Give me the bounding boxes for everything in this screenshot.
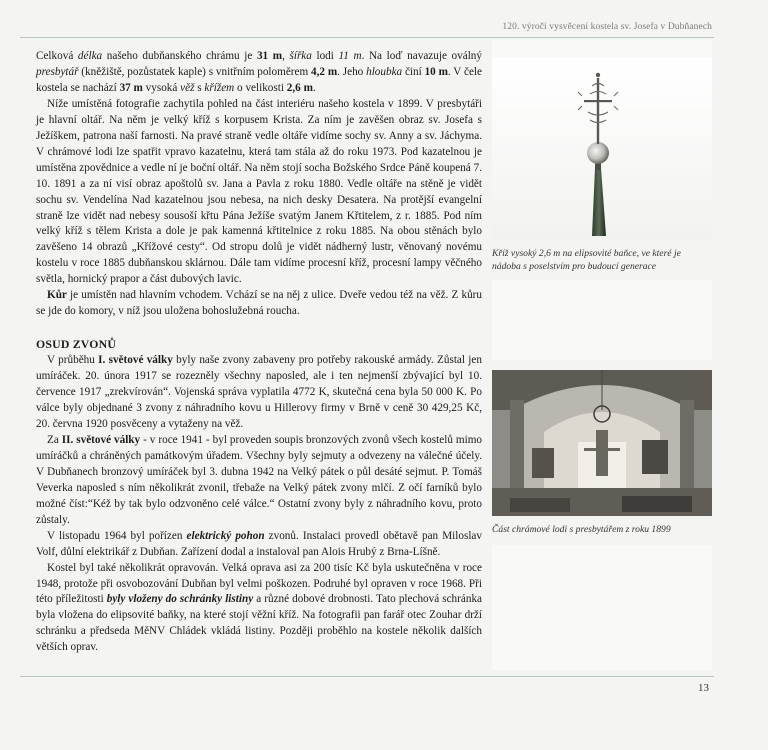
paragraph-ww2: Za II. světové války - v roce 1941 - byl proveden soupis bronzových zvonů všech kostelů mimo umíráčků a chráněných památkovým úřadem. Všechny byly sejmuty a odvezeny na válečné účely. V Dubňanech bronzový umíráček byl 3. dubna 1942 na Velký pátek o půl desáté sejmut. P. Tomáš Veverka naposled s ním několikrát zvonil, třebaže na Velký pátek zvony mlčí. Z očí farníků bylo možné číst:“Kéž by tak bylo odzvoněno celé válce.“ Ostatní zvony byly z náhradního kovu, proto zůstaly. <box>36 433 482 526</box>
emphasis-text: II. světové války <box>61 433 141 446</box>
paragraph-interior: Níže umístěná fotografie zachytila pohled na část interiéru našeho kostela v 1899. V presbytáři je hlavní oltář. Na něm je velký kříž s korpusem Krista. Za ním je zavěšen obraz sv. Josefa s Ježíškem, patrona naší farnosti. Na pravé straně vedle oltáře vidíme sochy sv. Anny a sv. Jáchyma. V chrámové lodi lze spatřit vpravo kazatelnu, která tam stála až do roku 1973. Pod kazatelnou je umístěna zpovědnice a vedle ní je boční oltář. Na něm stojí socha Božského Srdce Páně koupená 7. 10. 1891 a za ní visí obraz apoštolů sv. Jana a Pavla z roku 1880. Vedle oltáře na stěně je vidět sochu sv. Vendelína Nad kazatelnou jsou nebesa, na nich desky Desatera. Na protější evangelní straně lze vidět nad nebesy sousoší křtu Pána Ježíše svatým Janem Křtitelem, z r. 1885. Pod ním velký kříž s tělem Krista a dole je pak kamenná křtitelnice z roku 1885. Na obou stěnách bylo zavěšeno 14 obrazů „Křížové cesty“. Od stropu dolů je vidět nádherný lustr, věnovaný novému kostelu v roce 1885 dubňanskou sklárnou. Dále tam vidíme procesní kříž, procesní lampy věčného světla, hornický prapor a část dubových lavic. <box>36 97 482 286</box>
emphasis-text: šířka <box>289 50 312 62</box>
emphasis-text: hloubka <box>366 65 403 78</box>
interior-photo <box>492 370 712 516</box>
emphasis-text: 31 m <box>256 50 283 62</box>
emphasis-text: 11 m <box>338 50 362 62</box>
emphasis-text: křížem <box>204 81 235 94</box>
header-rule <box>20 37 714 38</box>
emphasis-text: délka <box>77 50 103 62</box>
paragraph-electric-drive: V listopadu 1964 byl pořízen elektrický pohon zvonů. Instalaci provedl obětavě pan Miloslav Volf, důlní elektrikář z Dubňan. Zařízení dodal a instaloval pan Alois Hrubý z Brna-Líšně. <box>36 529 482 558</box>
tower-cross-image <box>492 58 712 240</box>
running-head: 120. výročí vysvěcení kostela sv. Josefa v Dubňanech <box>502 22 712 32</box>
emphasis-text: 37 m <box>119 81 143 94</box>
blank-area-lower <box>492 545 712 670</box>
cross-photo <box>492 58 712 240</box>
page-number: 13 <box>698 682 709 694</box>
paragraph-ww1: V průběhu I. světové války byly naše zvony zabaveny pro potřeby rakouské armády. Zůstal jen umíráček. 20. února 1917 se rozezněly všechny naposled, ale i ten nejmenší zbývající byl 10. července 1917 „zrekvírován“. Vojenská správa vyplatila 4772 K, skutečná cena byla 50 000 K. Po válce byly objednané 3 zvony z náhradního kovu u Hillerovy firmy v Brně v ceně 30 429,25 Kč, 20. června 1920 posvěceny a vytaženy na věž. <box>36 354 482 430</box>
caption-interior: Část chrámové lodi s presbytářem z roku 1899 <box>492 524 671 535</box>
footer-rule <box>20 676 714 677</box>
emphasis-text: Kůr <box>47 289 67 302</box>
paragraph-repairs: Kostel byl také několikrát opravován. Velká oprava asi za 200 tisíc Kč byla uskutečněna v roce 1948, protože při osvobozování Dubňan byl velmi poškozen. Podruhé byl opraven v roce 1968. Při této příležitosti byly vloženy do schránky listiny a různé dobové drobnosti. Tato plechová schránka byla vložena do elipsovité baňky, na které stojí věžní kříž. Na fotografii pan farář otec Zouhar drží schránku a předseda MěNV Chládek vkládá listiny. Později proběhlo na kostele několik dalších větších oprav. <box>36 561 483 654</box>
emphasis-text: věž <box>180 81 195 94</box>
caption-cross: Kříž vysoký 2,6 m na elipsovité baňce, ve které je nádoba s poselstvím pro budoucí generace <box>492 248 681 272</box>
emphasis-text: elektrický pohon <box>186 529 265 542</box>
photo-backdrop <box>492 40 712 58</box>
emphasis-text: 10 m <box>424 65 448 78</box>
emphasis-text: I. světové války <box>98 354 173 367</box>
emphasis-text: 2,6 m <box>286 81 313 94</box>
paragraph-choir-loft: Kůr je umístěn nad hlavním vchodem. Vchází se na něj z ulice. Dveře vedou též na věž. Z kůru se jde do komory, v níž jsou uložena bohoslužebná roucha. <box>36 289 482 318</box>
emphasis-text: 4,2 m <box>311 65 338 78</box>
emphasis-text: presbytář <box>36 65 79 78</box>
church-interior-image <box>492 370 712 516</box>
main-text-column <box>36 49 482 656</box>
paragraph-dimensions: Celková délka našeho dubňanského chrámu je 31 m, šířka lodi 11 m. Na loď navazuje oválný presbytář (kněžiště, pozůstatek kaple) s vnitřním poloměrem 4,2 m. Jeho hloubka činí 10 m. V čele kostela se nachází 37 m vysoká věž s křížem o velikosti 2,6 m. <box>36 50 483 94</box>
section-heading-bells: OSUD ZVONŮ <box>36 337 117 352</box>
emphasis-text: byly vloženy do schránky listiny <box>106 593 254 606</box>
blank-area <box>492 280 712 360</box>
